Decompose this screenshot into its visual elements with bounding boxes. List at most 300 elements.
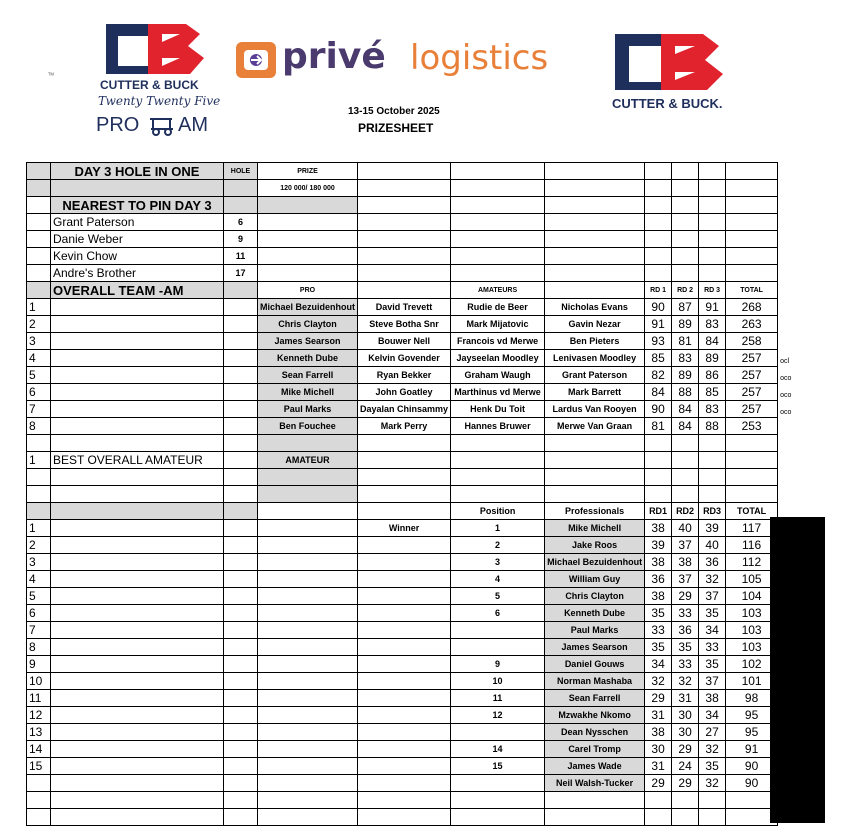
empty-cell (672, 248, 699, 265)
team-amateur-2: Hannes Bruwer (451, 418, 545, 435)
nearest-pin-name: Grant Paterson (51, 214, 224, 231)
empty-cell (645, 197, 672, 214)
empty-cell (51, 299, 224, 316)
pro-rd3: 35 (699, 605, 726, 622)
team-rd3: 83 (699, 316, 726, 333)
pro-row-index: 1 (27, 520, 51, 537)
team-amateur-1: Kelvin Govender (358, 350, 451, 367)
empty-cell (258, 248, 358, 265)
pro-rd1: 31 (645, 707, 672, 724)
empty-cell (672, 469, 699, 486)
nearest-pin-entry (27, 231, 778, 248)
tie-note: ocl (780, 358, 790, 365)
nearest-pin-name: Kevin Chow (51, 248, 224, 265)
empty-cell (545, 197, 645, 214)
pro-total: 95 (726, 724, 778, 741)
team-rd1: 84 (645, 384, 672, 401)
empty-cell (645, 163, 672, 180)
empty-cell (51, 656, 224, 673)
nearest-pin-entry (27, 265, 778, 282)
empty-cell (726, 486, 778, 503)
empty-cell (51, 758, 224, 775)
pro-total: 91 (726, 741, 778, 758)
empty-cell (258, 503, 358, 520)
empty-cell (51, 639, 224, 656)
cell (27, 163, 51, 180)
pro-name: Mzwakhe Nkomo (545, 707, 645, 724)
pro-rd1: 33 (645, 622, 672, 639)
pro-total: 117 (726, 520, 778, 537)
pro-name: Daniel Gouws (545, 656, 645, 673)
team-row (27, 418, 778, 435)
best-amateur-title: BEST OVERALL AMATEUR (51, 452, 224, 469)
empty-cell (258, 214, 358, 231)
prive-logistics-icon (234, 40, 278, 80)
left-script-text: Twenty Twenty Five (98, 94, 221, 108)
pro-total: 101 (726, 673, 778, 690)
pro-total: 90 (726, 775, 778, 792)
pro-total: 98 (726, 690, 778, 707)
empty-cell (672, 792, 699, 809)
empty-cell (645, 486, 672, 503)
pro-rd2: 33 (672, 656, 699, 673)
team-pro: James Searson (258, 333, 358, 350)
hole-header: HOLE (224, 163, 258, 180)
empty-cell (451, 163, 545, 180)
pro-total: 103 (726, 639, 778, 656)
empty-cell (726, 214, 778, 231)
table-row (27, 435, 778, 452)
team-total: 257 ocl (726, 350, 778, 367)
cell (27, 282, 51, 299)
team-amateur-2: Francois vd Merwe (451, 333, 545, 350)
empty-cell (672, 214, 699, 231)
empty-cell (51, 350, 224, 367)
empty-cell (51, 792, 224, 809)
empty-cell (726, 163, 778, 180)
team-rd1: 93 (645, 333, 672, 350)
empty-cell (258, 656, 358, 673)
empty-cell (699, 197, 726, 214)
empty-cell (258, 690, 358, 707)
pro-row (27, 656, 778, 673)
nearest-pin-row (27, 197, 778, 214)
empty-cell (358, 469, 451, 486)
empty-cell (451, 248, 545, 265)
amateurs-header: AMATEURS (451, 282, 545, 299)
pro-rd1: 29 (645, 775, 672, 792)
empty-cell (224, 401, 258, 418)
empty-cell (224, 724, 258, 741)
empty-cell (726, 435, 778, 452)
cutter-buck-logo-right (611, 28, 735, 94)
empty-cell (358, 537, 451, 554)
pro-rd2: 37 (672, 537, 699, 554)
pro-total: 105 (726, 571, 778, 588)
empty-cell (699, 180, 726, 197)
position-header: Position (451, 503, 545, 520)
empty-cell (358, 503, 451, 520)
pro-rd3: 27 (699, 724, 726, 741)
team-rd2: 83 (672, 350, 699, 367)
empty-cell (672, 163, 699, 180)
team-pro: Kenneth Dube (258, 350, 358, 367)
cell (224, 503, 258, 520)
empty-cell (645, 469, 672, 486)
cell (258, 469, 358, 486)
empty-cell (358, 180, 451, 197)
empty-cell (51, 588, 224, 605)
empty-cell (51, 554, 224, 571)
team-amateur-3: Grant Paterson (545, 367, 645, 384)
empty-cell (672, 180, 699, 197)
empty-cell (358, 452, 451, 469)
empty-cell (224, 367, 258, 384)
pro-row (27, 741, 778, 758)
team-amateur-1: John Goatley (358, 384, 451, 401)
empty-cell (358, 656, 451, 673)
pro-position: 5 (451, 588, 545, 605)
pro-position: 3 (451, 554, 545, 571)
empty-cell (224, 333, 258, 350)
team-pro: Mike Michell (258, 384, 358, 401)
team-amateur-1: Steve Botha Snr (358, 316, 451, 333)
empty-cell (699, 214, 726, 231)
pros-header-row (27, 503, 778, 520)
empty-cell (51, 690, 224, 707)
empty-cell (358, 197, 451, 214)
team-rd3: 83 (699, 401, 726, 418)
empty-cell (726, 265, 778, 282)
pro-rd1: 36 (645, 571, 672, 588)
team-row (27, 350, 778, 367)
pro-row-index: 8 (27, 639, 51, 656)
pro-name: Dean Nysschen (545, 724, 645, 741)
empty-cell (645, 792, 672, 809)
empty-cell (51, 605, 224, 622)
pro-rd3: 37 (699, 588, 726, 605)
pro-position: 12 (451, 707, 545, 724)
team-rd2: 81 (672, 333, 699, 350)
pro-rd1: 38 (645, 520, 672, 537)
team-position: 6 (27, 384, 51, 401)
empty-cell (51, 622, 224, 639)
pro-rd3: 32 (699, 775, 726, 792)
empty-cell (699, 486, 726, 503)
pro-row (27, 758, 778, 775)
pro-position: 9 (451, 656, 545, 673)
empty-cell (358, 690, 451, 707)
pro-row-index: 6 (27, 605, 51, 622)
team-amateur-3: Mark Barrett (545, 384, 645, 401)
table-row (27, 469, 778, 486)
empty-cell (224, 707, 258, 724)
pro-position (451, 622, 545, 639)
empty-cell (358, 809, 451, 826)
team-rd2: 87 (672, 299, 699, 316)
team-rd1: 82 (645, 367, 672, 384)
pro-rd2: 32 (672, 673, 699, 690)
pro-row-index: 7 (27, 622, 51, 639)
empty-cell (258, 520, 358, 537)
pro-position (451, 639, 545, 656)
prive-word: privé (282, 36, 386, 77)
pro-row-index: 12 (27, 707, 51, 724)
empty-cell (699, 452, 726, 469)
trademark-mark: ᵀᴹ (48, 73, 54, 79)
pro-row (27, 554, 778, 571)
empty-cell (358, 724, 451, 741)
empty-cell (451, 197, 545, 214)
empty-cell (451, 180, 545, 197)
empty-cell (51, 384, 224, 401)
pro-rd2: 29 (672, 588, 699, 605)
cell (51, 180, 224, 197)
empty-cell (224, 741, 258, 758)
empty-cell (451, 214, 545, 231)
team-rd1: 81 (645, 418, 672, 435)
nearest-pin-name: Danie Weber (51, 231, 224, 248)
empty-cell (672, 265, 699, 282)
empty-cell (645, 809, 672, 826)
pro-rd1: 32 (645, 673, 672, 690)
empty-cell (358, 231, 451, 248)
empty-cell (358, 605, 451, 622)
pro-row (27, 775, 778, 792)
empty-cell (545, 248, 645, 265)
pro-rd3-header: RD3 (699, 503, 726, 520)
empty-cell (358, 758, 451, 775)
pro-row-index: 9 (27, 656, 51, 673)
empty-cell (224, 639, 258, 656)
empty-cell (451, 469, 545, 486)
pro-rd3: 36 (699, 554, 726, 571)
cell (27, 503, 51, 520)
empty-cell (545, 469, 645, 486)
empty-cell (224, 554, 258, 571)
nearest-pin-hole: 17 (224, 265, 258, 282)
team-rd2: 89 (672, 367, 699, 384)
team-rd3: 88 (699, 418, 726, 435)
pro-rd2: 36 (672, 622, 699, 639)
pro-rd2: 37 (672, 571, 699, 588)
cell (258, 435, 358, 452)
empty-cell (358, 588, 451, 605)
cutter-buck-logo-left (100, 18, 218, 78)
team-rd1: 90 (645, 401, 672, 418)
team-amateur-2: Marthinus vd Merwe (451, 384, 545, 401)
pro-name: Norman Mashaba (545, 673, 645, 690)
pro-rd2: 30 (672, 707, 699, 724)
team-position: 1 (27, 299, 51, 316)
pro-name: Kenneth Dube (545, 605, 645, 622)
pro-total: 103 (726, 622, 778, 639)
empty-cell (27, 469, 51, 486)
pro-rd3: 32 (699, 571, 726, 588)
cell (51, 503, 224, 520)
empty-cell (726, 180, 778, 197)
empty-cell (224, 588, 258, 605)
empty-cell (358, 792, 451, 809)
pro-row-index: 2 (27, 537, 51, 554)
pro-rd1: 35 (645, 605, 672, 622)
black-redaction-block (770, 517, 825, 823)
tie-note: oco (780, 375, 792, 382)
pro-name: James Searson (545, 639, 645, 656)
empty-cell (726, 452, 778, 469)
empty-cell (51, 333, 224, 350)
empty-cell (51, 486, 224, 503)
empty-cell (51, 367, 224, 384)
empty-cell (51, 724, 224, 741)
empty-cell (224, 486, 258, 503)
best-amateur-position: 1 (27, 452, 51, 469)
hole-in-one-title: DAY 3 HOLE IN ONE (51, 163, 224, 180)
pro-name: Jake Roos (545, 537, 645, 554)
left-brand-text: CUTTER & BUCK (100, 78, 199, 92)
empty-cell (699, 435, 726, 452)
page-header (0, 0, 851, 160)
empty-cell (27, 214, 51, 231)
empty-cell (545, 486, 645, 503)
pro-rd2: 29 (672, 741, 699, 758)
empty-cell (224, 605, 258, 622)
empty-cell (51, 809, 224, 826)
team-pro: Sean Farrell (258, 367, 358, 384)
empty-cell (224, 758, 258, 775)
pro-name: Chris Clayton (545, 588, 645, 605)
empty-cell (224, 452, 258, 469)
empty-cell (699, 792, 726, 809)
pro-row-index: 5 (27, 588, 51, 605)
pro-name: Mike Michell (545, 520, 645, 537)
empty-cell (358, 214, 451, 231)
pro-row (27, 690, 778, 707)
pro-rd1: 31 (645, 758, 672, 775)
rd2-header: RD 2 (672, 282, 699, 299)
prize-header: PRIZE (258, 163, 358, 180)
team-row (27, 367, 778, 384)
best-amateur-row (27, 452, 778, 469)
empty-cell (358, 775, 451, 792)
empty-cell (672, 435, 699, 452)
team-amateur-3: Gavin Nezar (545, 316, 645, 333)
pro-name: Paul Marks (545, 622, 645, 639)
cell (258, 486, 358, 503)
team-position: 4 (27, 350, 51, 367)
pro-rd2: 24 (672, 758, 699, 775)
empty-cell (224, 435, 258, 452)
empty-cell (451, 486, 545, 503)
empty-cell (451, 792, 545, 809)
empty-cell (672, 197, 699, 214)
pro-rd2: 30 (672, 724, 699, 741)
empty-cell (51, 775, 224, 792)
empty-cell (451, 265, 545, 282)
empty-cell (51, 707, 224, 724)
pro-rd3: 34 (699, 622, 726, 639)
pro-total: 90 (726, 758, 778, 775)
empty-cell (51, 520, 224, 537)
tie-note: oco (780, 392, 792, 399)
pro-total: 103 (726, 605, 778, 622)
empty-cell (258, 588, 358, 605)
empty-cell (545, 792, 645, 809)
pro-position: 6 (451, 605, 545, 622)
team-row (27, 316, 778, 333)
team-pro: Michael Bezuidenhout (258, 299, 358, 316)
empty-cell (451, 435, 545, 452)
empty-cell (545, 265, 645, 282)
team-amateur-3: Nicholas Evans (545, 299, 645, 316)
pro-row (27, 605, 778, 622)
pro-rd3: 39 (699, 520, 726, 537)
empty-cell (51, 418, 224, 435)
empty-cell (699, 469, 726, 486)
pro-row-index: 3 (27, 554, 51, 571)
pro-row-index: 14 (27, 741, 51, 758)
empty-cell (699, 231, 726, 248)
page-title: PRIZESHEET (358, 121, 434, 135)
team-amateur-3: Lenivasen Moodley (545, 350, 645, 367)
winner-label: Winner (358, 520, 451, 537)
pro-row-index: 4 (27, 571, 51, 588)
empty-cell (672, 486, 699, 503)
team-pro: Chris Clayton (258, 316, 358, 333)
pro-rd3: 38 (699, 690, 726, 707)
empty-cell (358, 265, 451, 282)
team-amateur-1: Bouwer Nell (358, 333, 451, 350)
table-row (27, 809, 778, 826)
team-rd1: 90 (645, 299, 672, 316)
team-position: 3 (27, 333, 51, 350)
pro-row (27, 571, 778, 588)
prize-table (26, 162, 792, 826)
nearest-pin-entry (27, 248, 778, 265)
empty-cell (224, 316, 258, 333)
team-header-row (27, 282, 778, 299)
team-total: 263 (726, 316, 778, 333)
empty-cell (27, 248, 51, 265)
pro-rd1: 34 (645, 656, 672, 673)
empty-cell (545, 452, 645, 469)
pro-row-index: 11 (27, 690, 51, 707)
pro-rd2: 31 (672, 690, 699, 707)
pro-row (27, 724, 778, 741)
empty-cell (51, 469, 224, 486)
nearest-pin-hole: 9 (224, 231, 258, 248)
pro-name: Michael Bezuidenhout (545, 554, 645, 571)
empty-cell (645, 452, 672, 469)
empty-cell (224, 690, 258, 707)
empty-cell (258, 231, 358, 248)
tie-note: oco (780, 409, 792, 416)
team-amateur-2: Graham Waugh (451, 367, 545, 384)
pro-row-index: 10 (27, 673, 51, 690)
empty-cell (645, 265, 672, 282)
empty-cell (51, 537, 224, 554)
empty-cell (224, 299, 258, 316)
pro-position: 10 (451, 673, 545, 690)
pro-name: Neil Walsh-Tucker (545, 775, 645, 792)
pro-rd2: 33 (672, 605, 699, 622)
empty-cell (51, 435, 224, 452)
pro-position (451, 775, 545, 792)
empty-cell (27, 809, 51, 826)
empty-cell (358, 554, 451, 571)
empty-cell (358, 707, 451, 724)
empty-cell (699, 163, 726, 180)
